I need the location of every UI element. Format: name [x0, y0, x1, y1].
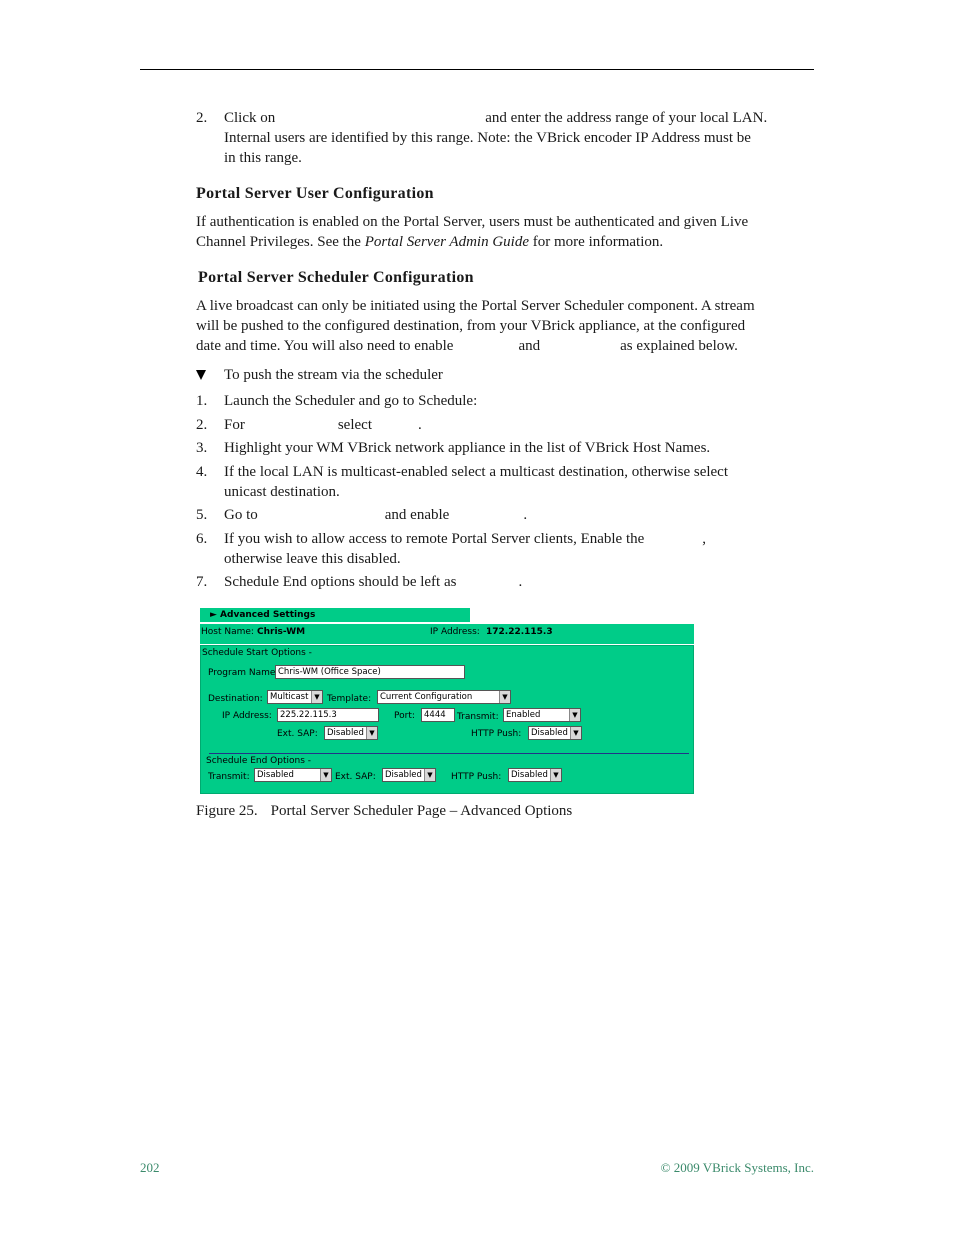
step-text: Click on	[224, 110, 276, 126]
paragraph-line: will be pushed to the configured destination, from your VBrick appliance, at the configured	[196, 318, 746, 334]
page-number: 202	[140, 1160, 160, 1175]
template-value: Current Configuration	[380, 692, 473, 702]
procedure-triangle-icon	[196, 370, 206, 380]
copyright: © 2009 VBrick Systems, Inc.	[660, 1160, 814, 1175]
transmit-select[interactable]	[503, 708, 581, 722]
transmit-value: Enabled	[506, 710, 541, 720]
section-heading-scheduler-config: Portal Server Scheduler Configuration	[198, 269, 474, 286]
destination-select[interactable]	[267, 690, 323, 704]
step-text: ,	[702, 531, 707, 547]
paragraph-line: for more information.	[529, 234, 664, 250]
step-7	[196, 572, 816, 592]
end-transmit-select[interactable]	[254, 768, 332, 782]
step-text: Launch the Scheduler and go to Schedule:	[224, 393, 478, 409]
end-transmit-label: Transmit:	[208, 772, 250, 782]
ext-sap-select[interactable]	[324, 726, 378, 740]
step-text: in this range.	[224, 150, 302, 166]
step-text: and enter the address range of your local LAN.	[485, 110, 768, 126]
step-5	[196, 505, 816, 525]
step-number: 4.	[196, 464, 208, 480]
step-text: .	[523, 507, 528, 523]
chevron-down-icon: ▼	[366, 727, 377, 739]
step-text: Internal users are identified by this range. Note: the VBrick encoder IP Address must be	[224, 130, 751, 146]
step-number: 5.	[196, 507, 208, 523]
http-push-select[interactable]	[528, 726, 582, 740]
advanced-settings-toggle[interactable]	[200, 608, 470, 622]
chevron-down-icon: ▼	[550, 769, 561, 781]
step-text: unicast destination.	[224, 484, 340, 500]
ip-address-label: IP Address:	[222, 711, 272, 721]
end-http-push-label: HTTP Push:	[451, 772, 502, 782]
port-label: Port:	[394, 711, 415, 721]
port-input[interactable]: 4444	[421, 708, 455, 722]
end-ext-sap-value: Disabled	[385, 770, 422, 780]
transmit-label: Transmit:	[457, 712, 499, 722]
ip-value: 172.22.115.3	[486, 627, 553, 637]
step-2	[196, 415, 816, 435]
template-label: Template:	[327, 694, 372, 704]
paragraph	[196, 296, 816, 356]
paragraph-line: A live broadcast can only be initiated using the Portal Server Scheduler component. A stream	[196, 298, 755, 314]
figure-caption	[196, 803, 572, 820]
figure-title: Portal Server Scheduler Page – Advanced Options	[270, 803, 573, 819]
step-text: select	[337, 417, 372, 433]
step-text: Schedule End options should be left as	[224, 574, 457, 590]
end-http-push-value: Disabled	[511, 770, 548, 780]
step-6	[196, 529, 816, 569]
step-text: .	[418, 417, 422, 433]
end-ext-sap-select[interactable]	[382, 768, 436, 782]
ip-label: IP Address:	[430, 627, 480, 637]
step-text: If you wish to allow access to remote Portal Server clients, Enable the	[224, 531, 645, 547]
host-name-label: Host Name:	[201, 627, 254, 637]
paragraph-line: as explained below.	[620, 338, 738, 354]
section-divider	[209, 753, 689, 754]
end-http-push-select[interactable]	[508, 768, 562, 782]
paragraph	[196, 212, 816, 252]
step-text: otherwise leave this disabled.	[224, 551, 401, 567]
step-text: If the local LAN is multicast-enabled select a multicast destination, otherwise select	[224, 464, 729, 480]
ext-sap-label: Ext. SAP:	[277, 729, 318, 739]
step-4	[196, 462, 816, 502]
step-3	[196, 438, 816, 458]
step-number: 3.	[196, 440, 208, 456]
step-number: 7.	[196, 574, 208, 590]
chevron-down-icon: ▼	[424, 769, 435, 781]
paragraph-line: date and time. You will also need to enable	[196, 338, 454, 354]
step-number: 6.	[196, 531, 208, 547]
program-name-input[interactable]: Chris-WM (Office Space)	[275, 665, 465, 679]
paragraph-line: Channel Privileges. See the	[196, 234, 365, 250]
program-name-label: Program Name	[208, 668, 276, 678]
advanced-settings-label: ► Advanced Settings	[210, 610, 316, 620]
guide-title: Portal Server Admin Guide	[364, 234, 530, 250]
destination-label: Destination:	[208, 694, 263, 704]
paragraph-line: If authentication is enabled on the Portal Server, users must be authenticated and given Live	[196, 214, 749, 230]
chevron-down-icon: ▼	[499, 691, 510, 703]
figure-label: Figure 25.	[196, 803, 258, 819]
end-options-heading: Schedule End Options -	[206, 756, 312, 766]
chevron-down-icon: ▼	[320, 769, 331, 781]
step-text: Go to	[224, 507, 258, 523]
host-info-bar	[200, 624, 694, 644]
step-click-on	[196, 108, 816, 170]
end-transmit-value: Disabled	[257, 770, 294, 780]
step-1	[196, 391, 816, 411]
header-rule	[140, 69, 814, 70]
step-number: 2.	[196, 110, 208, 126]
start-options-heading: Schedule Start Options -	[202, 648, 312, 658]
scheduler-screenshot	[196, 605, 696, 795]
http-push-value: Disabled	[531, 728, 568, 738]
ext-sap-value: Disabled	[327, 728, 364, 738]
http-push-label: HTTP Push:	[471, 729, 522, 739]
section-heading-user-config: Portal Server User Configuration	[196, 185, 434, 202]
ip-address-input[interactable]: 225.22.115.3	[277, 708, 379, 722]
step-text: For	[224, 417, 245, 433]
step-number: 1.	[196, 393, 208, 409]
schedule-options-panel	[200, 645, 694, 794]
procedure-title: To push the stream via the scheduler	[224, 367, 443, 383]
step-text: Highlight your WM VBrick network appliance in the list of VBrick Host Names.	[224, 440, 711, 456]
destination-value: Multicast	[270, 692, 309, 702]
chevron-down-icon: ▼	[570, 727, 581, 739]
paragraph-line: and	[518, 338, 541, 354]
step-number: 2.	[196, 417, 208, 433]
end-ext-sap-label: Ext. SAP:	[335, 772, 376, 782]
host-name-value: Chris-WM	[257, 627, 306, 637]
step-text: .	[518, 574, 523, 590]
template-select[interactable]	[377, 690, 511, 704]
step-text: and enable	[384, 507, 450, 523]
chevron-down-icon: ▼	[311, 691, 322, 703]
chevron-down-icon: ▼	[569, 709, 580, 721]
